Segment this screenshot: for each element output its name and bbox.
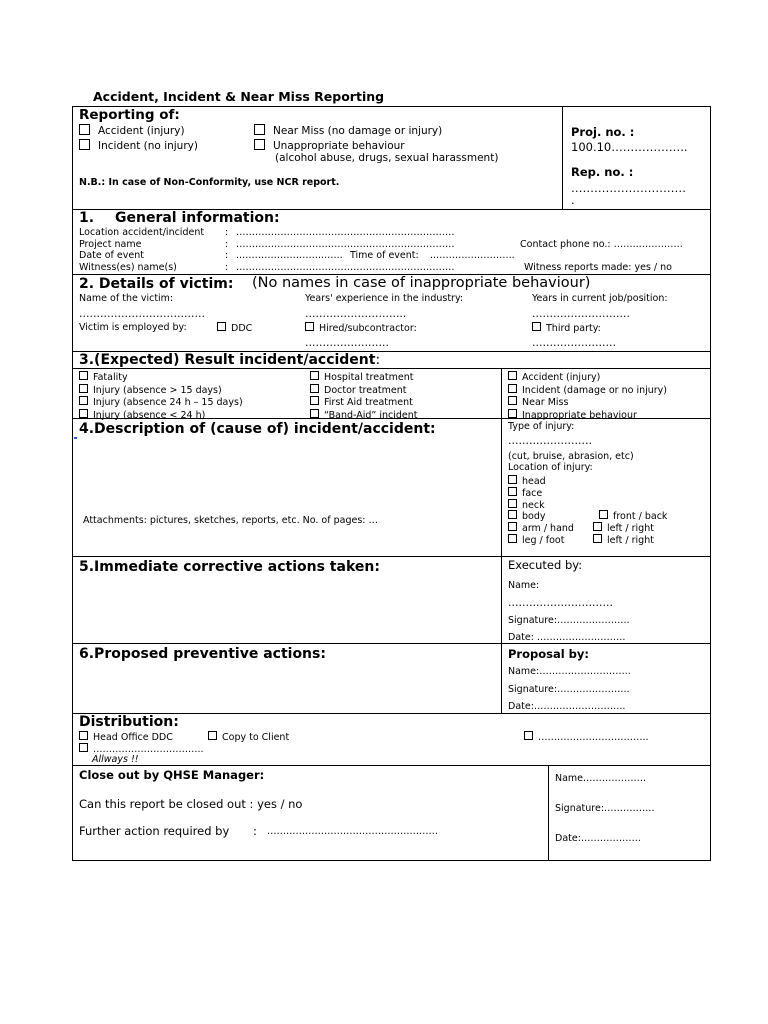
document-title: Accident, Incident & Near Miss Reporting xyxy=(93,89,385,104)
divider xyxy=(72,643,711,644)
date-label: Date of event xyxy=(79,250,144,261)
checkbox-accident[interactable]: Accident (injury) xyxy=(79,124,185,137)
result-option[interactable]: Fatality xyxy=(79,371,243,384)
witness-field[interactable]: …………………………………………………………… xyxy=(236,262,455,273)
proposal-name-field[interactable]: Name:……………………….. xyxy=(508,666,631,677)
checkbox-icon xyxy=(79,139,90,150)
checkbox-arm-left-right[interactable]: left / right xyxy=(593,522,654,534)
result-option[interactable]: “Band-Aid” incident xyxy=(310,409,418,422)
checkbox-head-office[interactable]: Head Office DDC xyxy=(79,731,173,743)
unappropriate-note: (alcohol abuse, drugs, sexual harassment) xyxy=(275,152,499,164)
checkbox-near-miss[interactable]: Near Miss (no damage or injury) xyxy=(254,124,442,137)
years-job-field[interactable]: ………………………. xyxy=(532,308,630,320)
injury-location-label: Location of injury: xyxy=(508,462,593,473)
checkbox-incident[interactable]: Incident (no injury) xyxy=(79,139,198,152)
proposal-date-field[interactable]: Date:……………………….. xyxy=(508,701,626,712)
executed-name-label: Name: xyxy=(508,580,540,591)
rep-value[interactable]: ………………………… xyxy=(571,181,686,195)
checkbox-leg-left-right[interactable]: left / right xyxy=(593,534,654,546)
nb-note: N.B.: In case of Non-Conformity, use NCR report. xyxy=(79,177,340,188)
result-column-treatment xyxy=(310,371,418,421)
checkbox-arm-hand[interactable]: arm / hand xyxy=(508,522,574,534)
checkbox-body[interactable]: body xyxy=(508,510,546,522)
victim-heading-note: (No names in case of inappropriate behaviour) xyxy=(252,275,591,291)
colon: : xyxy=(225,262,229,273)
result-option[interactable]: Accident (injury) xyxy=(508,371,667,384)
checkbox-icon xyxy=(305,322,314,331)
victim-heading: 2. Details of victim: xyxy=(79,276,234,292)
project-label: Project name xyxy=(79,239,142,250)
colon: : xyxy=(225,239,229,250)
further-action-colon: : xyxy=(253,824,257,838)
result-column-type xyxy=(508,371,667,421)
description-heading: 4.Description of (cause of) incident/accident: xyxy=(79,421,436,437)
attachments-label[interactable]: Attachments: pictures, sketches, reports, etc. No. of pages: … xyxy=(83,515,378,526)
years-industry-label: Years' experience in the industry: xyxy=(305,293,464,304)
checkbox-ddc[interactable]: DDC xyxy=(217,322,252,334)
checkbox-icon xyxy=(79,124,90,135)
cursor-mark xyxy=(74,437,77,439)
checkbox-copy-client[interactable]: Copy to Client xyxy=(208,731,289,743)
injury-type-note: (cut, bruise, abrasion, etc) xyxy=(508,451,634,462)
injury-type-field[interactable]: …………………… xyxy=(508,435,592,447)
victim-name-label: Name of the victim: xyxy=(79,293,174,304)
proj-label: Proj. no. : xyxy=(571,125,635,139)
checkbox-icon xyxy=(217,322,226,331)
proposal-by-label: Proposal by: xyxy=(508,647,590,661)
date-field[interactable]: ..……………………...….. xyxy=(236,250,343,261)
result-option[interactable]: Injury (absence > 15 days) xyxy=(79,384,243,397)
time-label: Time of event: xyxy=(350,250,419,261)
closeout-question[interactable]: Can this report be closed out : yes / no xyxy=(79,797,303,811)
distribution-heading: Distribution: xyxy=(79,714,179,730)
result-option[interactable]: Inappropriate behaviour xyxy=(508,409,667,422)
further-action-field[interactable]: ……………………………………………… xyxy=(267,826,438,837)
project-field[interactable]: …………………………………………………………… xyxy=(236,239,455,250)
result-option[interactable]: Incident (damage or no injury) xyxy=(508,384,667,397)
proposal-signature-field[interactable]: Signature:………………….. xyxy=(508,684,630,695)
rep-label: Rep. no. : xyxy=(571,165,634,179)
corrective-heading: 5.Immediate corrective actions taken: xyxy=(79,559,380,575)
third-party-field[interactable]: …………………… xyxy=(532,337,616,349)
witness-reports[interactable]: Witness reports made: yes / no xyxy=(524,262,672,273)
result-option[interactable]: Hospital treatment xyxy=(310,371,418,384)
closeout-name-field[interactable]: Name.………………. xyxy=(555,773,647,784)
checkbox-front-back[interactable]: front / back xyxy=(599,510,667,522)
checkbox-head[interactable]: head xyxy=(508,475,546,487)
closeout-signature-field[interactable]: Signature:……………. xyxy=(555,803,655,814)
result-option[interactable]: Doctor treatment xyxy=(310,384,418,397)
divider xyxy=(72,556,711,557)
divider xyxy=(72,765,711,766)
injury-type-label: Type of injury: xyxy=(508,421,575,432)
checkbox-unappropriate[interactable]: Unappropriate behaviour xyxy=(254,139,405,152)
checkbox-extra-recipient[interactable]: …………………………….. xyxy=(79,743,204,755)
checkbox-neck[interactable]: neck xyxy=(508,499,545,511)
result-option[interactable]: Near Miss xyxy=(508,396,667,409)
divider xyxy=(548,765,549,861)
executed-name-field[interactable]: ………………………… xyxy=(508,597,613,609)
executed-by-label: Executed by: xyxy=(508,558,583,572)
closeout-heading: Close out by QHSE Manager: xyxy=(79,768,265,782)
checkbox-other-recipient[interactable]: …………………………….. xyxy=(524,731,649,743)
checkbox-icon xyxy=(254,124,265,135)
result-heading: 3.(Expected) Result incident/accident: xyxy=(79,352,381,368)
result-option[interactable]: Injury (absence 24 h – 15 days) xyxy=(79,396,243,409)
further-action-label: Further action required by xyxy=(79,824,230,838)
location-label: Location accident/incident xyxy=(79,227,205,238)
executed-signature-field[interactable]: Signature:………………….. xyxy=(508,615,630,626)
result-option[interactable]: Injury (absence < 24 h) xyxy=(79,409,243,422)
employed-by-label: Victim is employed by: xyxy=(79,322,187,333)
location-field[interactable]: …………………………………………………………… xyxy=(236,227,455,238)
preventive-heading: 6.Proposed preventive actions: xyxy=(79,646,326,662)
time-field[interactable]: ..………..………….. xyxy=(430,250,515,261)
executed-date-field[interactable]: Date: ………………………. xyxy=(508,632,626,643)
general-heading-number: 1. xyxy=(79,210,95,226)
witness-label: Witness(es) name(s) xyxy=(79,262,177,273)
checkbox-hired[interactable]: Hired/subcontractor: xyxy=(305,322,417,334)
proj-value[interactable]: 100.10……………….. xyxy=(571,140,688,154)
colon: : xyxy=(225,227,229,238)
closeout-date-field[interactable]: Date:………………. xyxy=(555,833,641,844)
reporting-heading: Reporting of: xyxy=(79,107,180,123)
contact-phone[interactable]: Contact phone no.: ……..………….. xyxy=(520,239,683,250)
allways-note: Allways !! xyxy=(92,754,139,765)
checkbox-face[interactable]: face xyxy=(508,487,542,499)
victim-name-field[interactable]: ……………………………… xyxy=(79,308,205,320)
hired-field[interactable]: …………………… xyxy=(305,337,389,349)
checkbox-leg-foot[interactable]: leg / foot xyxy=(508,534,564,546)
result-option[interactable]: First Aid treatment xyxy=(310,396,418,409)
divider xyxy=(72,368,711,369)
rep-value-end: . xyxy=(571,193,575,207)
divider xyxy=(562,106,563,209)
checkbox-icon xyxy=(254,139,265,150)
divider xyxy=(501,368,502,713)
general-heading: General information: xyxy=(115,210,280,226)
checkbox-icon xyxy=(532,322,541,331)
result-column-severity xyxy=(79,371,243,421)
years-job-label: Years in current job/position: xyxy=(532,293,668,304)
colon: : xyxy=(225,250,229,261)
years-industry-field[interactable]: ……………………….. xyxy=(305,308,407,320)
checkbox-third-party[interactable]: Third party: xyxy=(532,322,601,334)
